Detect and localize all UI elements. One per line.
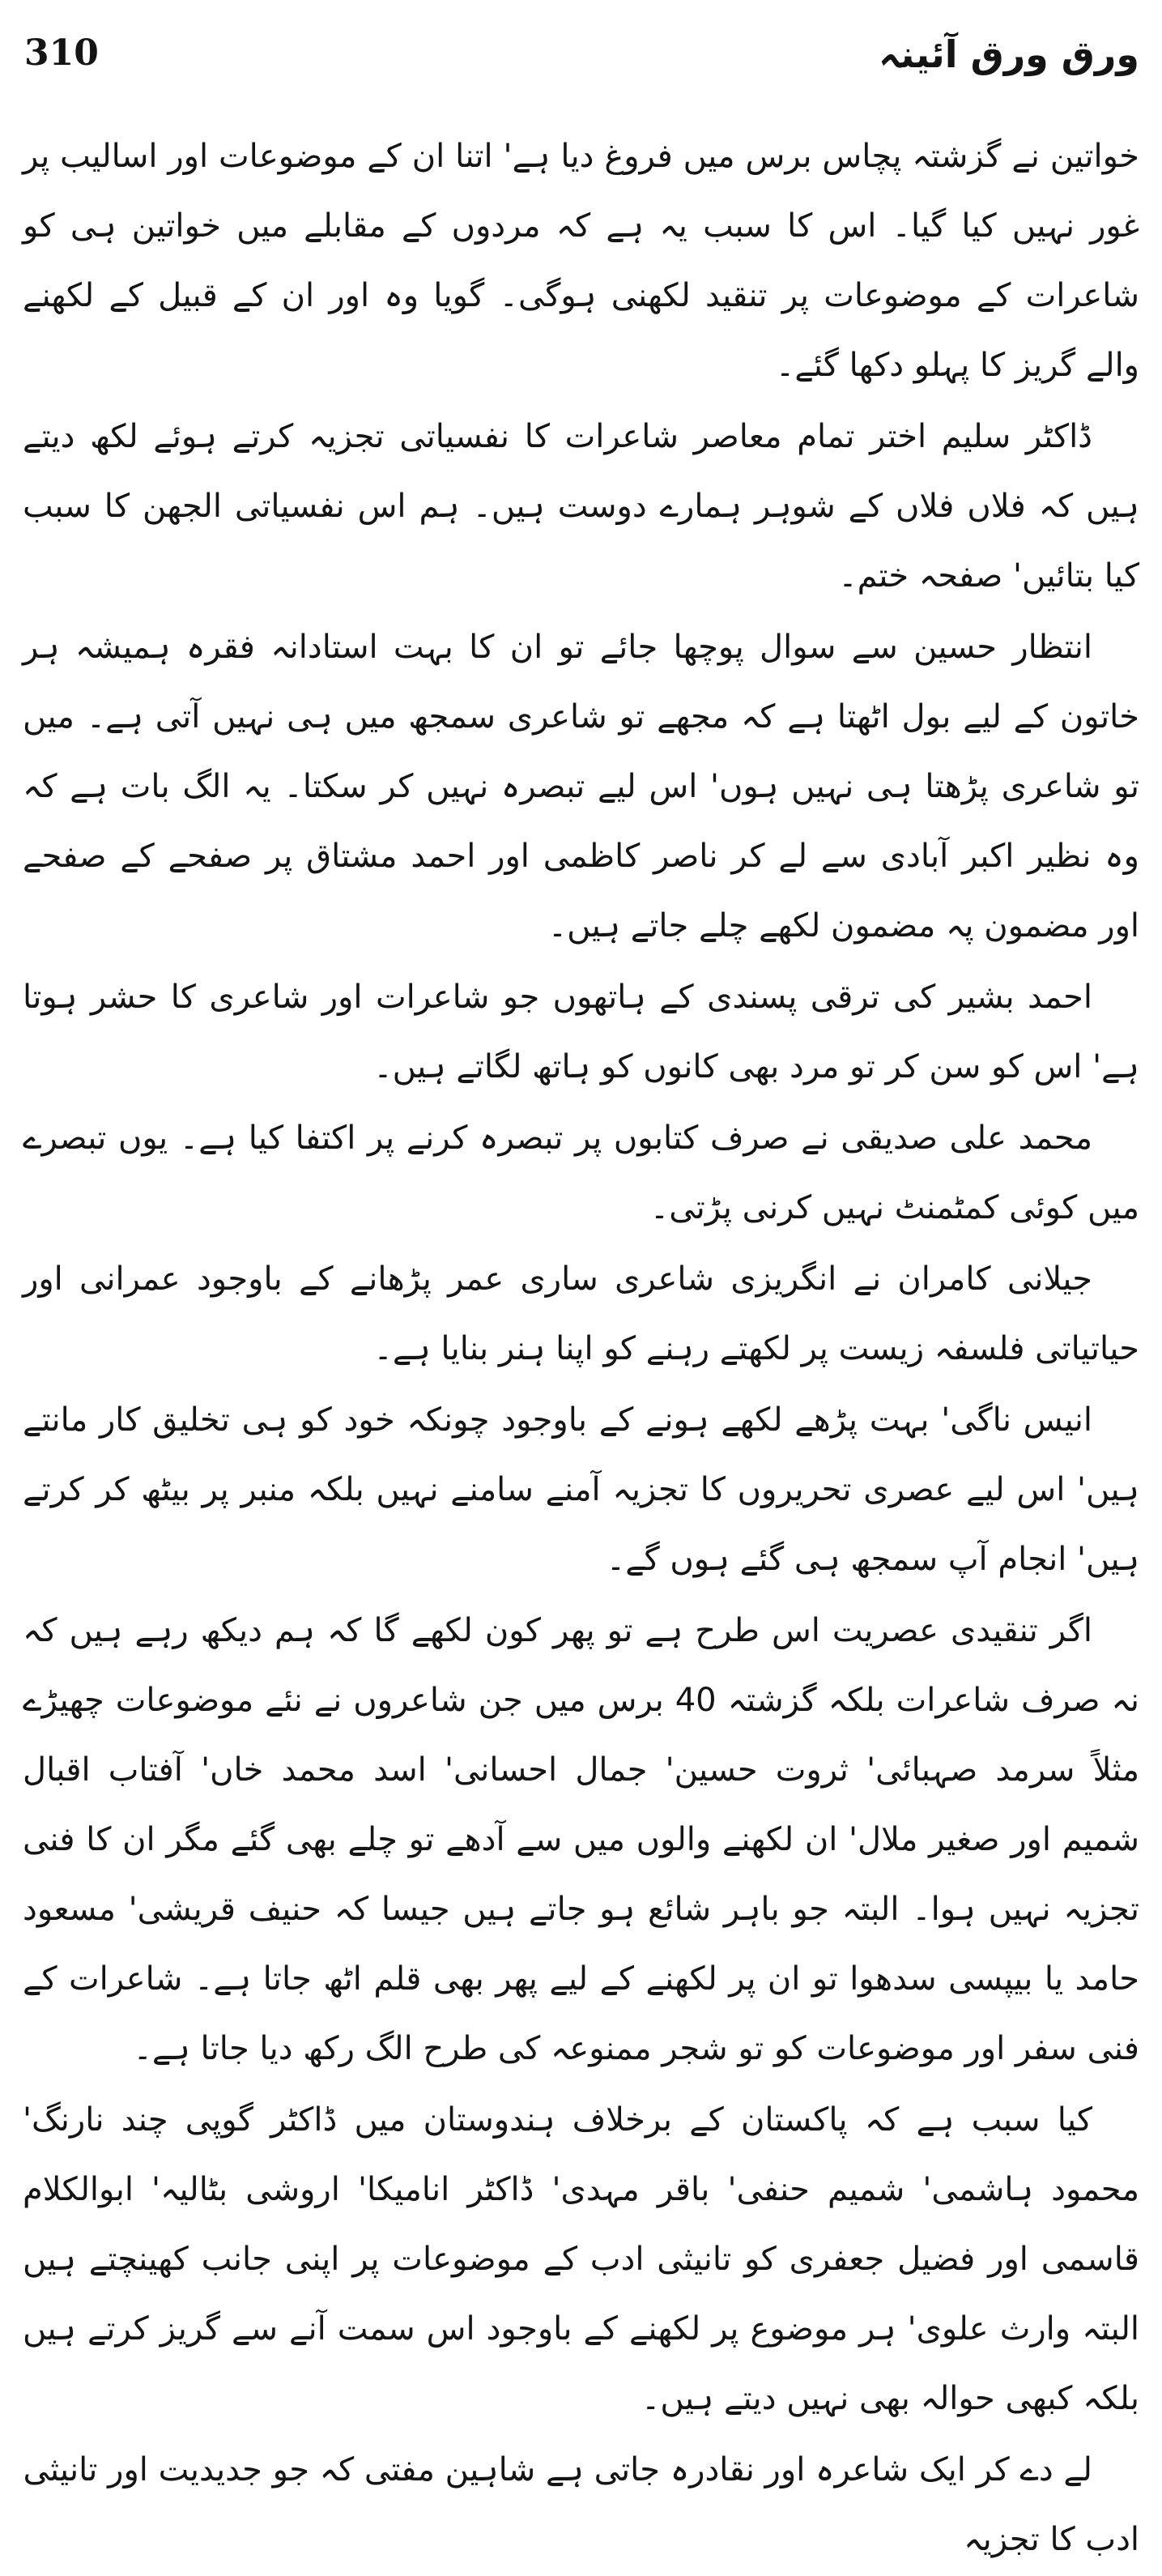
- body-text: [23, 122, 1139, 2576]
- page-number: 310: [24, 32, 99, 74]
- paragraph: ڈاکٹر سلیم اختر تمام معاصر شاعرات کا نفسیاتی تجزیہ کرتے ہوئے لکھ دیتے ہیں کہ فلاں فلاں کے شوہر ہمارے دوست ہیں۔ ہم اس نفسیاتی الجھن کا سبب کیا بتائیں' صفحہ ختم۔: [23, 418, 1139, 595]
- paragraph: انتظار حسین سے سوال پوچھا جائے تو ان کا بہت استادانہ فقرہ ہمیشہ ہر خاتون کے لیے بول اٹھتا ہے کہ مجھے تو شاعری سمجھ میں ہی نہیں آتی ہے۔ میں تو شاعری پڑھتا ہی نہیں ہوں' اس لیے تبصرہ نہیں کر سکتا۔ یہ الگ بات ہے کہ وہ نظیر اکبر آبادی سے لے کر ناصر کاظمی اور احمد مشتاق پر صفحے کے صفحے اور مضمون پہ مضمون لکھے چلے جاتے ہیں۔: [23, 629, 1139, 945]
- paragraph: کیا سبب ہے کہ پاکستان کے برخلاف ہندوستان میں ڈاکٹر گوپی چند نارنگ' محمود ہاشمی' شمیم حنفی' باقر مہدی' ڈاکٹر انامیکا' اروشی بٹالیہ' ابوالکلام قاسمی اور فضیل جعفری کو تانیثی ادب کے موضوعات پر اپنی جانب کھینچتے ہیں البتہ وارث علوی' ہر موضوع پر لکھنے کے باوجود اس سمت آنے سے گریز کرتے ہیں بلکہ کبھی حوالہ بھی نہیں دیتے ہیں۔: [23, 2101, 1139, 2417]
- paragraph: لے دے کر ایک شاعرہ اور نقادرہ جاتی ہے شاہین مفتی کہ جو جدیدیت اور تانیثی ادب کا تجزیہ: [23, 2451, 1139, 2558]
- paragraph: محمد علی صدیقی نے صرف کتابوں پر تبصرہ کرنے پر اکتفا کیا ہے۔ یوں تبصرے میں کوئی کمٹمنٹ نہیں کرنی پڑتی۔: [23, 1120, 1139, 1226]
- paragraph: انیس ناگی' بہت پڑھے لکھے ہونے کے باوجود چونکہ خود کو ہی تخلیق کار مانتے ہیں' اس لیے عصری تحریروں کا تجزیہ آمنے سامنے نہیں بلکہ منبر پر بیٹھ کر کرتے ہیں' انجام آپ سمجھ ہی گئے ہوں گے۔: [23, 1401, 1139, 1578]
- paragraph: اگر تنقیدی عصریت اس طرح ہے تو پھر کون لکھے گا کہ ہم دیکھ رہے ہیں کہ نہ صرف شاعرات بلکہ گزشتہ 40 برس میں جن شاعروں نے نئے موضوعات چھیڑے مثلاً سرمد صہبائی' ثروت حسین' جمال احسانی' اسد محمد خاں' آفتاب اقبال شمیم اور صغیر ملال' ان لکھنے والوں میں سے آدھے تو چلے بھی گئے مگر ان کا فنی تجزیہ نہیں ہوا۔ البتہ جو باہر شائع ہو جاتے ہیں جیسا کہ حنیف قریشی' مسعود حامد یا بیپسی سدھوا تو ان پر لکھنے کے لیے پھر بھی قلم اٹھ جاتا ہے۔ شاعرات کے فنی سفر اور موضوعات کو تو شجر ممنوعہ کی طرح الگ رکھ دیا جاتا ہے۔: [23, 1612, 1139, 2067]
- page-header: [24, 32, 1139, 105]
- paragraph: جیلانی کامران نے انگریزی شاعری ساری عمر پڑھانے کے باوجود عمرانی اور حیاتیاتی فلسفہ زیست پر لکھتے رہنے کو اپنا ہنر بنایا ہے۔: [23, 1260, 1139, 1367]
- running-title: ورق ورق آئینہ: [879, 32, 1139, 76]
- paragraph: احمد بشیر کی ترقی پسندی کے ہاتھوں جو شاعرات اور شاعری کا حشر ہوتا ہے' اس کو سن کر تو مرد بھی کانوں کو ہاتھ لگاتے ہیں۔: [23, 979, 1139, 1085]
- paragraph: خواتین نے گزشتہ پچاس برس میں فروغ دیا ہے' اتنا ان کے موضوعات اور اسالیب پر غور نہیں کیا گیا۔ اس کا سبب یہ ہے کہ مردوں کے مقابلے میں خواتین ہی کو شاعرات کے موضوعات پر تنقید لکھنی ہوگی۔ گویا وہ اور ان کے قبیل کے لکھنے والے گریز کا پہلو دکھا گئے۔: [23, 138, 1139, 384]
